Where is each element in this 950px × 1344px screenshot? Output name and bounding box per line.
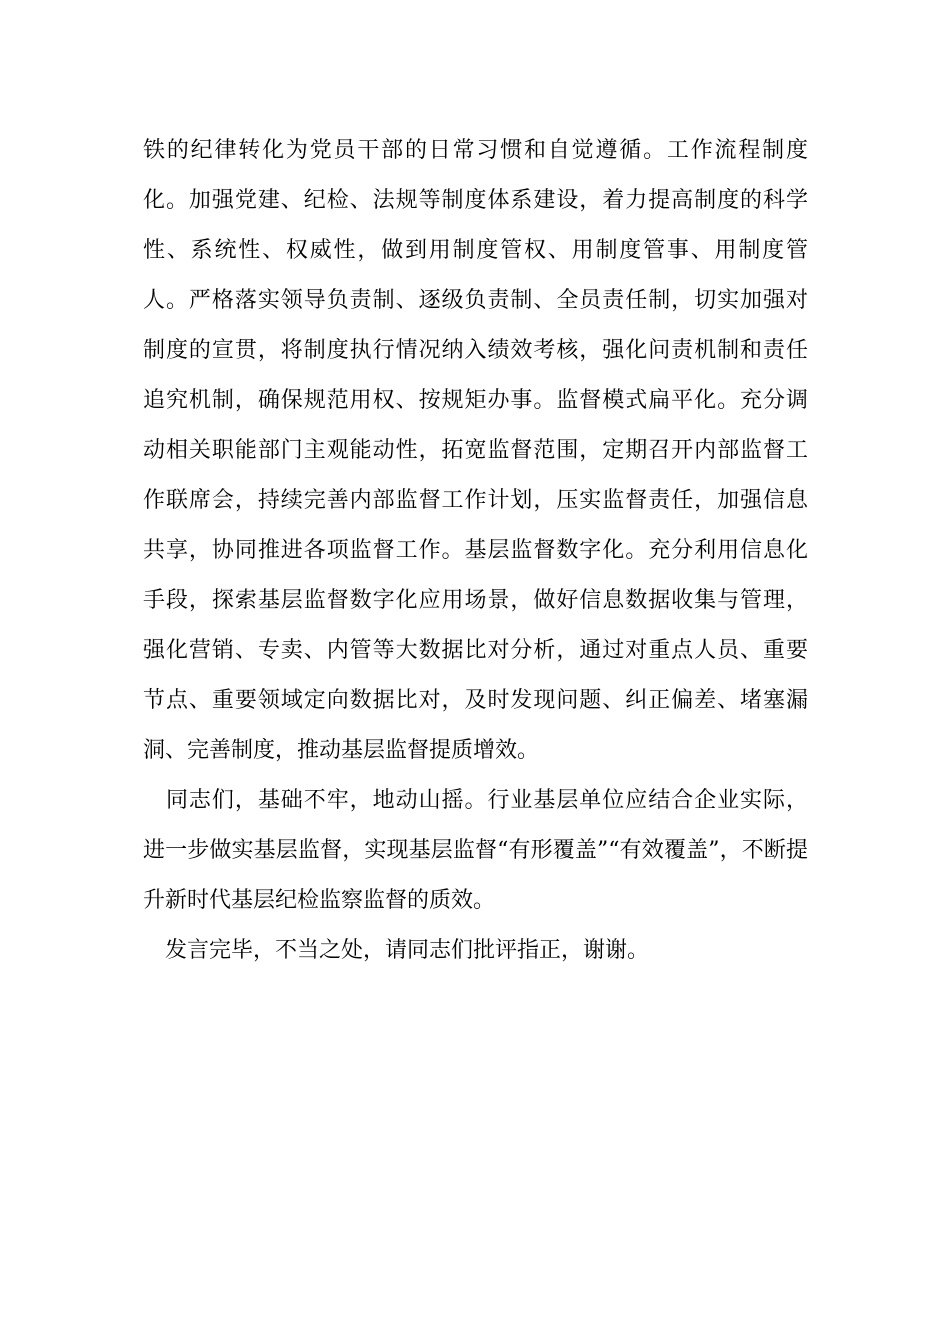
text-line: 节点、重要领域定向数据比对，及时发现问题、纠正偏差、堵塞漏 [143,688,808,713]
text-line: 洞、完善制度，推动基层监督提质增效。 [143,738,540,763]
text-line: 升新时代基层纪检监察监督的质效。 [143,888,496,913]
paragraph-3 [143,926,808,976]
body-text [143,126,808,976]
text-line: 进一步做实基层监督，实现基层监督“有形覆盖”“有效覆盖”，不断提 [143,838,808,863]
text-line: 作联席会，持续完善内部监督工作计划，压实监督责任，加强信息 [143,488,808,513]
text-line: 手段，探索基层监督数字化应用场景，做好信息数据收集与管理， [143,588,808,613]
text-line: 共享，协同推进各项监督工作。基层监督数字化。充分利用信息化 [143,538,808,563]
text-line: 动相关职能部门主观能动性，拓宽监督范围，定期召开内部监督工 [143,438,808,463]
text-line: 铁的纪律转化为党员干部的日常习惯和自觉遵循。工作流程制度 [143,138,808,163]
text-line: 性、系统性、权威性，做到用制度管权、用制度管事、用制度管 [143,238,808,263]
text-line: 强化营销、专卖、内管等大数据比对分析，通过对重点人员、重要 [143,638,808,663]
paragraph-1 [143,126,808,776]
text-line: 追究机制，确保规范用权、按规矩办事。监督模式扁平化。充分调 [143,388,808,413]
text-line: 制度的宣贯，将制度执行情况纳入绩效考核，强化问责机制和责任 [143,338,808,363]
text-line: 化。加强党建、纪检、法规等制度体系建设，着力提高制度的科学 [143,188,808,213]
text-line: 同志们，基础不牢，地动山摇。行业基层单位应结合企业实际， [143,788,808,813]
text-line: 发言完毕，不当之处，请同志们批评指正，谢谢。 [143,938,650,963]
paragraph-2 [143,776,808,926]
text-line: 人。严格落实领导负责制、逐级负责制、全员责任制，切实加强对 [143,288,808,313]
